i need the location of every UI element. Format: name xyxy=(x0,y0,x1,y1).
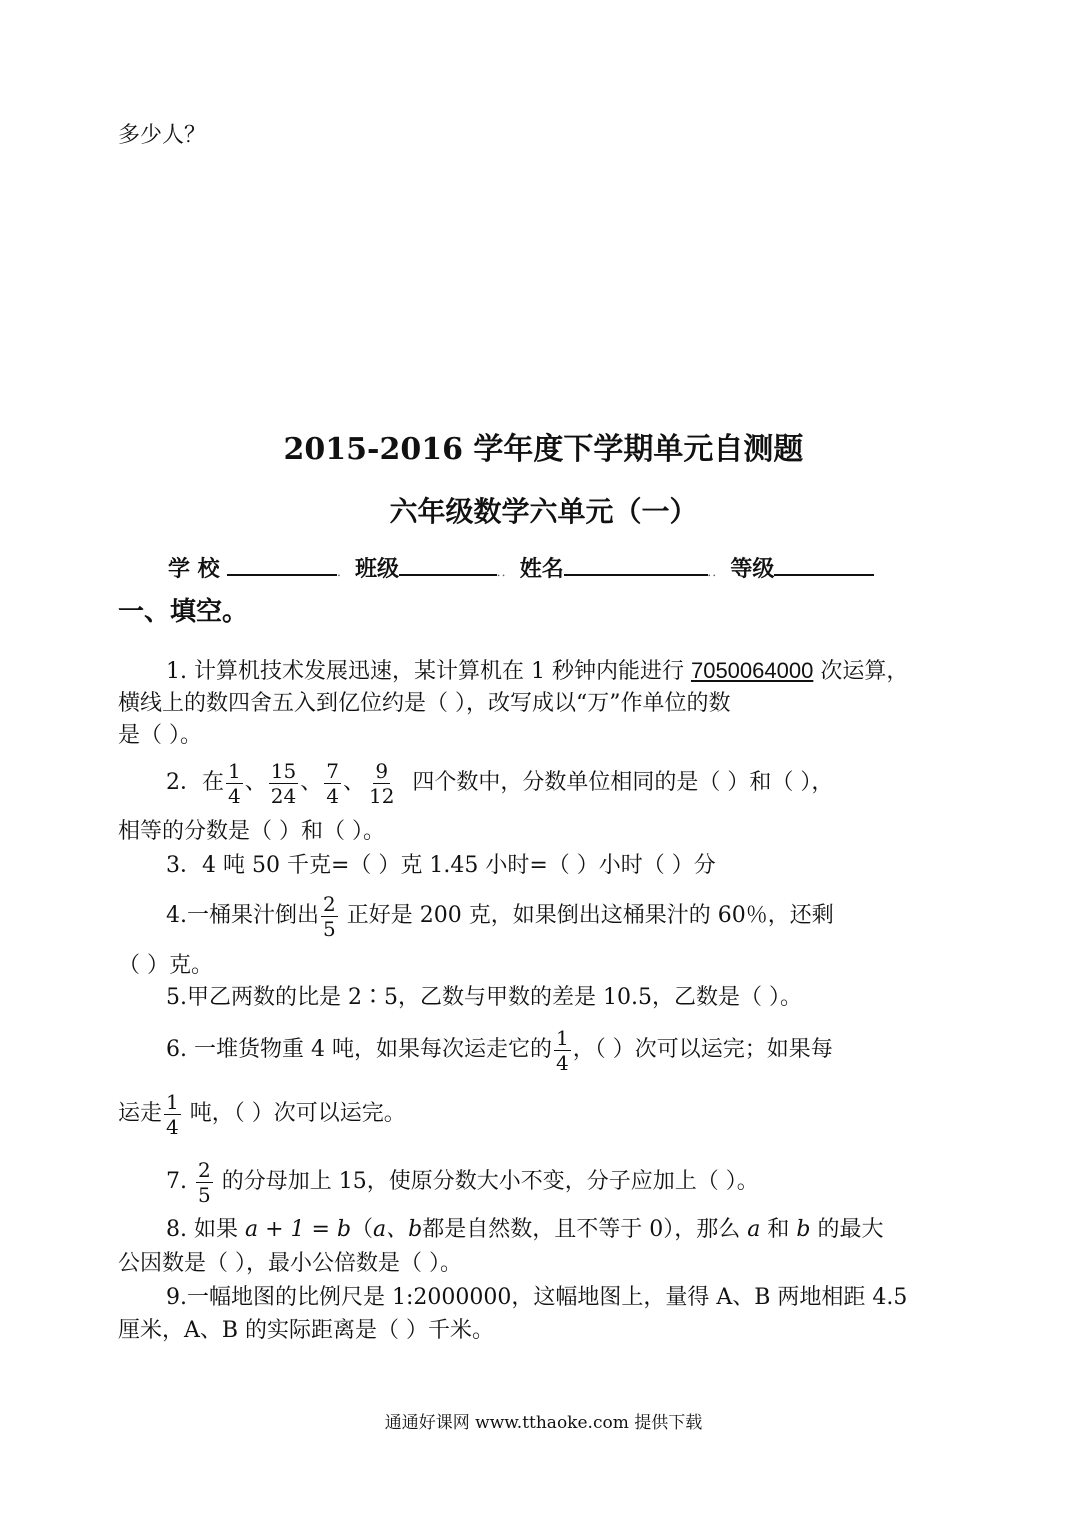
question-9-line-1: 9.一幅地图的比例尺是 1:2000000，这幅地图上，量得 A、B 两地相距 4.5 xyxy=(166,1285,908,1310)
question-1-line-2: 横线上的数四舍五入到亿位约是（ ），改写成以“万”作单位的数 xyxy=(118,691,731,716)
page-title: 2015-2016 学年度下学期单元自测题 xyxy=(283,432,804,467)
question-1-number: 7050064000 xyxy=(690,658,814,683)
page-subtitle: 六年级数学六单元（一） xyxy=(389,495,698,528)
info-row: 学 校 ． 班级 ．． 姓名 ．． 等级 xyxy=(168,552,874,583)
question-1-line-3: 是（ ）。 xyxy=(118,723,202,748)
question-6-line-1: 6. 一堆货物重 4 吨，如果每次运走它的 $\frac{1}{4}$ ，（ ）次可以运完；如果每 xyxy=(166,1025,833,1075)
question-4-line-2: （ ）克。 xyxy=(118,953,213,978)
fraction-15-24: $\frac{15}{24}$ xyxy=(270,758,297,808)
question-3: 3．4 吨 50 千克=（ ）克 1.45 小时=（ ）小时（ ）分 xyxy=(166,853,716,878)
question-8-line-1: 8. 如果 a + 1 = b（a、b都是自然数，且不等于 0），那么 a 和 b 的最大 xyxy=(166,1217,884,1242)
question-2-line-1: 2．在 $\frac{1}{4}$ 、 $\frac{15}{24}$ 、 $\frac{7}{4}$ 、 $\frac{9}{12}$ 四个数中，分数单位相同的是（ ）和（ ）， xyxy=(166,758,834,808)
question-6-line-2: 运走 $\frac{1}{4}$ 吨，（ ）次可以运完。 xyxy=(118,1089,406,1139)
top-fragment-text: 多少人？ xyxy=(118,123,207,148)
name-field[interactable] xyxy=(564,552,708,576)
question-9-line-2: 厘米，A、B 的实际距离是（ ）千米。 xyxy=(118,1318,495,1343)
class-label: 班级 xyxy=(355,556,400,582)
fraction-1-4: $\frac{1}{4}$ xyxy=(228,758,241,808)
school-label: 学 校 xyxy=(168,556,220,582)
fraction-9-12: $\frac{9}{12}$ xyxy=(368,758,395,808)
fraction-7-4: $\frac{7}{4}$ xyxy=(326,758,339,808)
grade-label: 等级 xyxy=(730,556,775,582)
question-2-line-2: 相等的分数是（ ）和（ ）。 xyxy=(118,819,385,844)
question-8-line-2: 公因数是（ ），最小公倍数是（ ）。 xyxy=(118,1251,462,1276)
section-heading: 一、填空。 xyxy=(118,597,249,627)
fraction-2-5: $\frac{2}{5}$ xyxy=(323,891,336,941)
question-7: 7. $\frac{2}{5}$ 的分母加上 15，使原分数大小不变，分子应加上（ ）。 xyxy=(166,1157,759,1207)
fraction-1-4-c: $\frac{1}{4}$ xyxy=(166,1089,179,1139)
fraction-2-5-b: $\frac{2}{5}$ xyxy=(198,1157,211,1207)
grade-field[interactable] xyxy=(774,552,874,576)
question-4-line-1: 4.一桶果汁倒出 $\frac{2}{5}$ 正好是 200 克，如果倒出这桶果汁的 60％，还剩 xyxy=(166,891,834,941)
page-footer: 通通好课网 www.tthaoke.com 提供下载 xyxy=(384,1413,703,1433)
question-5: 5.甲乙两数的比是 2∶5，乙数与甲数的差是 10.5，乙数是（ ）。 xyxy=(166,985,802,1010)
school-field[interactable] xyxy=(227,552,337,576)
class-field[interactable] xyxy=(399,552,497,576)
name-label: 姓名 xyxy=(519,556,564,582)
question-1-line-1: 1. 计算机技术发展迅速，某计算机在 1 秒钟内能进行 7050064000 次运算， xyxy=(166,658,909,684)
fraction-1-4-b: $\frac{1}{4}$ xyxy=(555,1025,569,1075)
